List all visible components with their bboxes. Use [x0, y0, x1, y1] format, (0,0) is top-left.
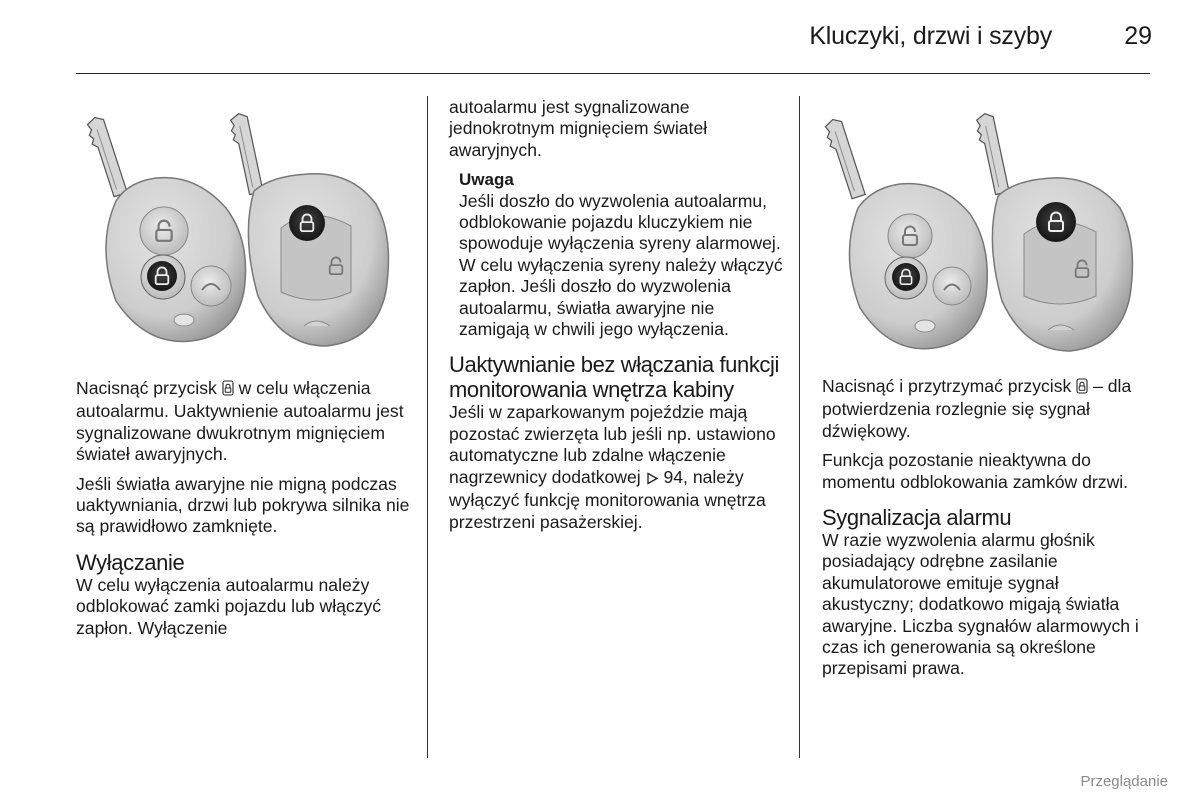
text-fragment: – dla potwierdzenia rozlegnie się sygnał dźwiękowy. [822, 376, 1132, 441]
lock-icon [1076, 378, 1088, 399]
text-fragment: , należy wyłączyć funkcję monitorowania wnętrza przestrzeni pasażerskiej. [449, 466, 766, 532]
text-fragment: Nacisnąć przycisk [76, 378, 217, 398]
page-reference[interactable]: 94 [663, 466, 684, 487]
column-3 [822, 376, 1152, 688]
text-fragment: w celu włączenia autoalarmu. Uaktywnienie autoalarmu jest sygnalizowane dwukrotnym mignięciem świateł awaryjnych. [76, 378, 404, 465]
page-number: 29 [1124, 22, 1152, 50]
key-fob-illustration-hold [822, 96, 1152, 364]
paragraph-hazard-fail: Jeśli światła awaryjne nie migną podczas uaktywniania, drzwi lub pokrywa silnika nie są prawidłowo zamknięte. [76, 473, 410, 537]
key-fob-illustration-lock [76, 96, 406, 360]
paragraph-disarm-cont: autoalarmu jest sygnalizowane jednokrotnym mignięciem świateł awaryjnych. [449, 97, 708, 160]
paragraph-arming [76, 378, 411, 466]
heading-disarm: Wyłączanie [76, 549, 185, 575]
paragraph-alarm: W razie wyzwolenia alarmu głośnik posiadający odrębne zasilanie akumulatorowe emituje sygnał akustyczny; dodatkowo migają światła awaryjne. Liczba sygnałów alarmowych i czas ich generowania są określone przepisami prawa. [822, 530, 1139, 679]
column-divider-1 [427, 96, 428, 758]
note-title: Uwaga [459, 170, 514, 190]
lock-icon [222, 380, 234, 401]
paragraph-disarm: W celu wyłączenia autoalarmu należy odblokować zamki pojazdu lub włączyć zapłon. Wyłączenie [76, 574, 382, 638]
paragraph-hold-button [822, 376, 1152, 442]
column-divider-2 [799, 96, 800, 758]
chapter-title: Kluczyki, drzwi i szyby [809, 22, 1052, 50]
reference-arrow-icon [646, 469, 659, 490]
heading-activate-without-interior: Uaktywnianie bez włączania funkcji monitorowania wnętrza kabiny [449, 352, 780, 403]
column-2 [449, 97, 785, 541]
header-rule [76, 73, 1150, 74]
note-box [459, 169, 785, 340]
text-fragment: Nacisnąć i przytrzymać przycisk [822, 376, 1072, 396]
note-text-1: Jeśli doszło do wyzwolenia autoalarmu, odblokowanie pojazdu kluczykiem nie spowoduje wyłączenia syreny alarmowej. [459, 190, 781, 254]
note-text-2: W celu wyłączenia syreny należy włączyć zapłon. Jeśli doszło do wyzwolenia autoalarmu, światła awaryjne nie zamigają w chwili jego wyłączenia. [459, 254, 783, 340]
paragraph-inactive: Funkcja pozostanie nieaktywna do momentu odblokowania zamków drzwi. [822, 450, 1129, 492]
text-fragment: Jeśli w zaparkowanym pojeździe mają pozostać zwierzęta lub jeśli np. ustawiono automatyczne lub zdalne włączenie nagrzewnicy dodatkowej [449, 402, 776, 487]
paragraph-pets [449, 402, 785, 532]
column-1 [76, 378, 411, 647]
footer-browse-link[interactable]: Przeglądanie [1080, 773, 1168, 790]
heading-alarm-signal: Sygnalizacja alarmu [822, 505, 1012, 531]
